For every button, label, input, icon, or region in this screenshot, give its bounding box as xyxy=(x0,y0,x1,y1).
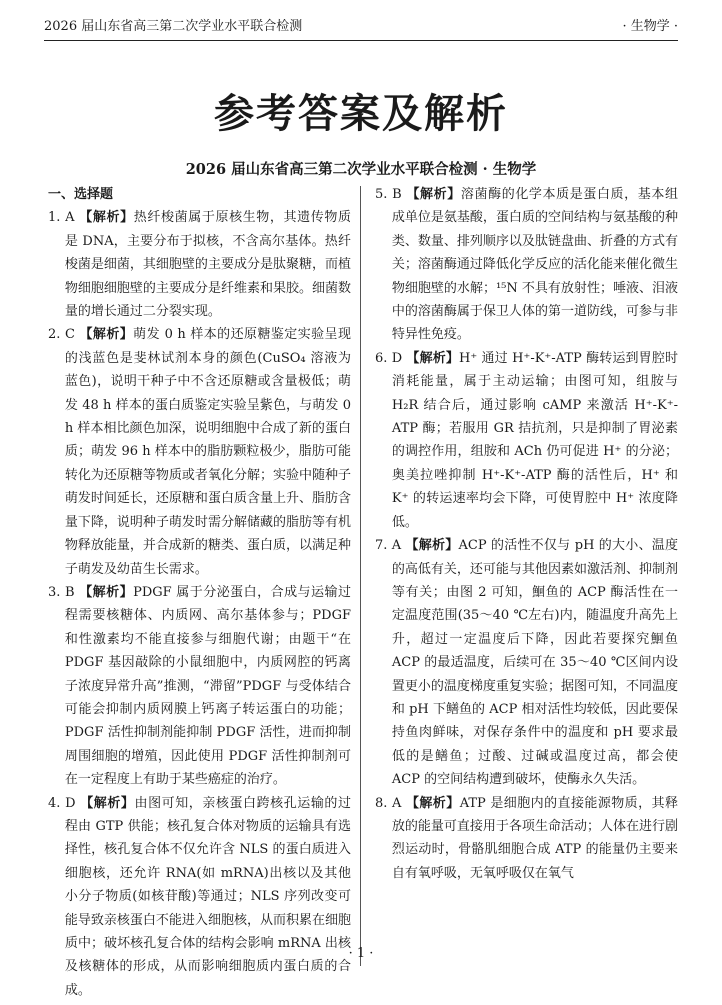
answer-item-3 xyxy=(48,581,351,792)
answer-prefix: 2. C xyxy=(48,327,75,343)
analysis-tag: 【解析】 xyxy=(406,187,461,202)
answer-item-8 xyxy=(375,792,678,886)
answer-prefix: 4. D xyxy=(48,795,76,811)
left-column xyxy=(48,183,351,1002)
analysis-tag: 【解析】 xyxy=(79,327,134,343)
analysis-tag: 【解析】 xyxy=(80,795,135,811)
answer-item-7 xyxy=(375,534,678,791)
header-exam-name: 2026 届山东省高三第二次学业水平联合检测 xyxy=(44,19,303,34)
answer-item-1 xyxy=(48,206,351,323)
analysis-tag: 【解析】 xyxy=(79,210,134,226)
answer-prefix: 5. B xyxy=(375,187,402,202)
header-subject: · 生物学 · xyxy=(622,19,678,34)
answer-text: 由图可知，亲核蛋白跨核孔运输的过程由 GTP 供能；核孔复合体对物质的运输具有选择性，核孔复合体不仅允许含 NLS 的蛋白质进入细胞核，还允许 RNA(如 mRNA)出核以及其他小分子物质(如核苷酸)等通过；NLS 序列改变可能导致亲核蛋白不能进入细胞核，从而积累在细胞质中；破坏核孔复合体的结构会影响 mRNA 出核及核糖体的形成，从而影响细胞质内蛋白质的合成。 xyxy=(64,795,351,998)
answer-text: 萌发 0 h 样本的还原糖鉴定实验呈现的浅蓝色是斐林试剂本身的颜色(CuSO₄ 溶液为蓝色)，说明干种子中不含还原糖或含量极低；萌发 48 h 样本的蛋白质鉴定实验呈紫色，与萌发 0 h 样本相比颜色加深，说明细胞中合成了新的蛋白质；萌发 96 h 样本中的脂肪颗粒极少，脂肪可能转化为还原糖等物质或者氧化分解；实验中随种子萌发时间延长，还原糖和蛋白质含量上升、脂肪含量下降，说明种子萌发时需分解储藏的脂肪等有机物释放能量，并合成新的糖类、蛋白质，以满足种子萌发及幼苗生长需求。 xyxy=(64,327,351,577)
section-heading: 一、选择题 xyxy=(48,187,114,202)
answer-text: ATP 是细胞内的直接能源物质，其释放的能量可直接用于各项生命活动；人体在进行剧烈运动时，骨骼肌细胞合成 ATP 的能量仍主要来自有氧呼吸，无氧呼吸仅在氧气 xyxy=(391,795,678,881)
answer-prefix: 1. A xyxy=(48,210,75,226)
analysis-tag: 【解析】 xyxy=(79,584,134,600)
answer-item-4 xyxy=(48,792,351,1003)
page-number: · 1 · xyxy=(348,946,374,961)
answer-text: H⁺ 通过 H⁺-K⁺-ATP 酶转运到胃腔时消耗能量，属于主动运输；由图可知，组胺与 H₂R 结合后，通过影响 cAMP 来激活 H⁺-K⁺-ATP 酶；若服用 GR 拮抗剂，只是抑制了胃泌素的调控作用，组胺和 ACh 仍可促进 H⁺ 的分泌；奥美拉唑抑制 H⁺-K⁺-ATP 酶的活性后，H⁺ 和 K⁺ 的转运速率均会下降，可使胃腔中 H⁺ 浓度降低。 xyxy=(391,350,678,530)
analysis-tag: 【解析】 xyxy=(405,795,460,811)
answer-text: PDGF 属于分泌蛋白，合成与运输过程需要核糖体、内质网、高尔基体参与；PDGF 和性激素均不能直接参与细胞代谢；由题干“在 PDGF 基因敲除的小鼠细胞中，内质网腔的钙离子浓度异常升高”推测，“滞留”PDGF 与受体结合可能会抑制内质网膜上钙离子转运蛋白的功能；PDGF 活性抑制剂能抑制 PDGF 活性，进而抑制周围细胞的增殖，因此使用 PDGF 活性抑制剂可在一定程度上有助于某些癌症的治疗。 xyxy=(64,584,351,788)
page-subtitle: 2026 届山东省高三第二次学业水平联合检测 · 生物学 xyxy=(185,161,537,178)
page-title: 参考答案及解析 xyxy=(214,91,508,137)
answer-item-6 xyxy=(375,347,678,534)
answer-prefix: 8. A xyxy=(375,795,402,811)
right-column xyxy=(375,183,678,885)
answer-text: 热纤梭菌属于原核生物，其遗传物质是 DNA，主要分布于拟核，不含高尔基体。热纤梭菌是细菌，其细胞壁的主要成分是肽聚糖，而植物细胞细胞壁的主要成分是纤维素和果胶。细菌数量的增长通过二分裂实现。 xyxy=(64,210,351,320)
answer-prefix: 6. D xyxy=(375,350,403,366)
answer-item-2 xyxy=(48,323,351,580)
answer-item-5 xyxy=(375,183,678,347)
page-header xyxy=(44,14,678,41)
analysis-tag: 【解析】 xyxy=(405,538,459,554)
answer-text: ACP 的活性不仅与 pH 的大小、温度的高低有关，还可能与其他因素如激活剂、抑制剂等有关；由图 2 可知，鮰鱼的 ACP 酶活性在一定温度范围(35～40 ℃左右)内，随温度升高先上升，超过一定温度后下降，因此若要探究鮰鱼 ACP 的最适温度，后续可在 35～40 ℃区间内设置更小的温度梯度重复实验；据图可知，不同温度和 pH 下鳝鱼的 ACP 相对活性均较低，因此要保持鱼肉鲜味，对保存条件中的温度和 pH 要求最低的是鳝鱼；过酸、过碱或温度过高，都会使 ACP 的空间结构遭到破坏，使酶永久失活。 xyxy=(391,538,678,788)
answer-prefix: 3. B xyxy=(48,584,75,600)
analysis-tag: 【解析】 xyxy=(406,350,460,366)
column-divider xyxy=(360,186,361,966)
answer-prefix: 7. A xyxy=(375,538,402,554)
answer-text: 溶菌酶的化学本质是蛋白质，基本组成单位是氨基酸，蛋白质的空间结构与氨基酸的种类、数量、排列顺序以及肽链盘曲、折叠的方式有关；溶菌酶通过降低化学反应的活化能来催化微生物细胞壁的水解；¹⁵N 不具有放射性；唾液、泪液中的溶菌酶属于保卫人体的第一道防线，可参与非特异性免疫。 xyxy=(391,187,678,343)
